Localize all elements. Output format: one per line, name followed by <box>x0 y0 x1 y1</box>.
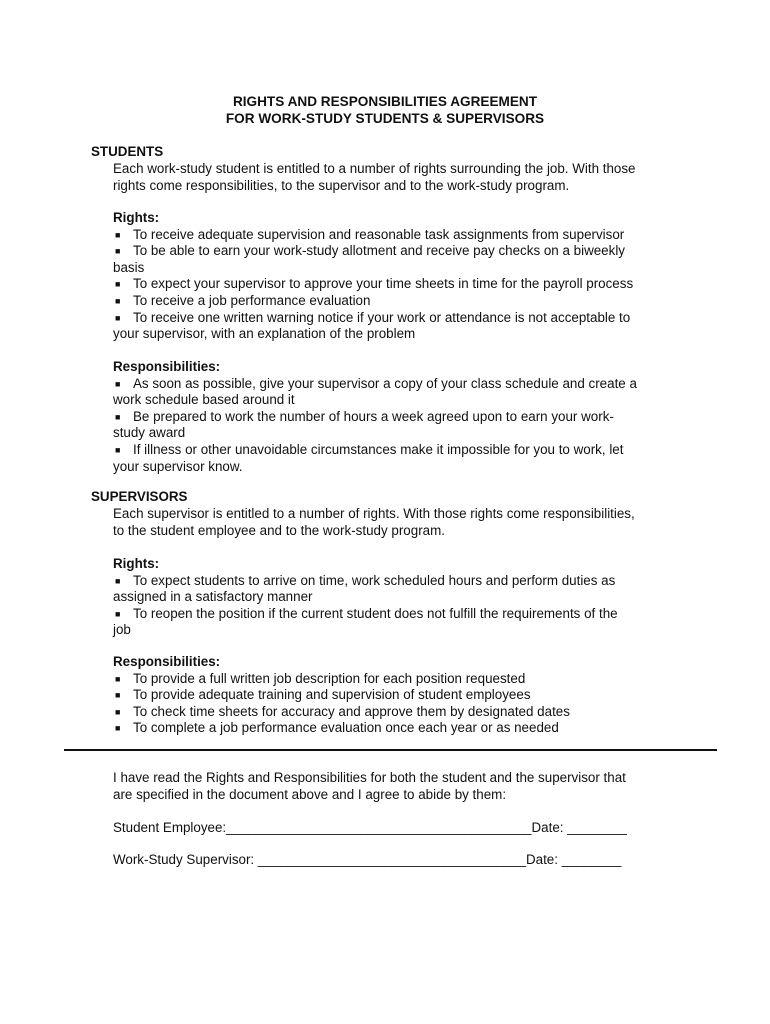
document-title <box>0 94 770 128</box>
list-item: ■ To complete a job performance evaluation once each year or as needed <box>115 720 559 736</box>
agreement-statement-line-2: are specified in the document above and I agree to abide by them: <box>113 786 507 802</box>
students-intro-line-2: rights come responsibilities, to the supervisor and to the work-study program. <box>113 177 570 193</box>
students-rights-heading: Rights: <box>113 210 160 225</box>
supervisors-responsibilities <box>113 654 673 737</box>
list-item: ■ To expect your supervisor to approve your time sheets in time for the payroll process <box>115 276 634 292</box>
list-item: ■ To receive one written warning notice if your work or attendance is not acceptable to <box>115 309 631 325</box>
students-intro <box>113 161 673 194</box>
list-item: ■ To expect students to arrive on time, work scheduled hours and perform duties as <box>115 572 616 588</box>
list-item: ■ To be able to earn your work-study allotment and receive pay checks on a biweekly <box>115 243 625 259</box>
list-item-continuation: basis <box>113 259 145 275</box>
list-item-continuation: study award <box>113 425 186 441</box>
supervisors-responsibilities-heading: Responsibilities: <box>113 654 221 669</box>
bullet-icon: ■ <box>115 706 121 717</box>
list-item-continuation: job <box>113 622 131 638</box>
list-item: ■ To provide adequate training and supervision of student employees <box>115 687 531 703</box>
list-item-continuation: your supervisor, with an explanation of the problem <box>113 326 416 342</box>
list-item: ■ To receive a job performance evaluation <box>115 292 371 308</box>
list-item: ■ As soon as possible, give your supervisor a copy of your class schedule and create a <box>115 375 637 391</box>
bullet-icon: ■ <box>115 444 121 455</box>
list-item: ■ If illness or other unavoidable circumstances make it impossible for you to work, let <box>115 441 624 457</box>
bullet-icon: ■ <box>115 312 121 323</box>
list-item: ■ Be prepared to work the number of hours a week agreed upon to earn your work- <box>115 408 614 424</box>
supervisors-heading: SUPERVISORS <box>91 489 188 504</box>
list-item: ■ To provide a full written job description for each position requested <box>115 670 526 686</box>
list-item-continuation: work schedule based around it <box>113 392 295 408</box>
bullet-icon: ■ <box>115 723 121 734</box>
bullet-icon: ■ <box>115 575 121 586</box>
agreement-statement <box>113 770 673 803</box>
bullet-icon: ■ <box>115 246 121 257</box>
students-responsibilities-heading: Responsibilities: <box>113 359 221 374</box>
bullet-icon: ■ <box>115 411 121 422</box>
list-item: ■ To reopen the position if the current student does not fulfill the requirements of the <box>115 605 618 621</box>
title-line-1: RIGHTS AND RESPONSIBILITIES AGREEMENT <box>232 94 538 109</box>
supervisors-rights-heading: Rights: <box>113 556 160 571</box>
students-heading: STUDENTS <box>91 144 164 159</box>
students-rights <box>113 210 673 343</box>
bullet-icon: ■ <box>115 229 121 240</box>
supervisors-rights <box>113 556 673 639</box>
students-intro-line-1: Each work-study student is entitled to a number of rights surrounding the job. With those <box>113 161 636 176</box>
bullet-icon: ■ <box>115 279 121 290</box>
students-responsibilities <box>113 359 673 475</box>
list-item: ■ To check time sheets for accuracy and approve them by designated dates <box>115 703 570 719</box>
bullet-icon: ■ <box>115 378 121 389</box>
bullet-icon: ■ <box>115 295 121 306</box>
bullet-icon: ■ <box>115 673 121 684</box>
supervisor-signature-line[interactable]: Work-Study Supervisor: ____________________________________Date: ________ <box>113 852 622 867</box>
agreement-statement-line-1: I have read the Rights and Responsibilities for both the student and the supervisor that <box>113 770 626 785</box>
student-signature-line[interactable]: Student Employee:_________________________________________Date: ________ <box>113 820 627 835</box>
list-item: ■ To receive adequate supervision and reasonable task assignments from supervisor <box>115 226 625 242</box>
bullet-icon: ■ <box>115 690 121 701</box>
supervisors-intro-line-2: to the student employee and to the work-study program. <box>113 522 445 538</box>
supervisors-intro-line-1: Each supervisor is entitled to a number of rights. With those rights come responsibilities, <box>113 506 635 521</box>
title-line-2: FOR WORK-STUDY STUDENTS & SUPERVISORS <box>225 110 545 126</box>
bullet-icon: ■ <box>115 608 121 619</box>
supervisors-intro <box>113 506 673 539</box>
list-item-continuation: your supervisor know. <box>113 458 243 474</box>
list-item-continuation: assigned in a satisfactory manner <box>113 589 313 605</box>
section-divider <box>64 749 717 751</box>
